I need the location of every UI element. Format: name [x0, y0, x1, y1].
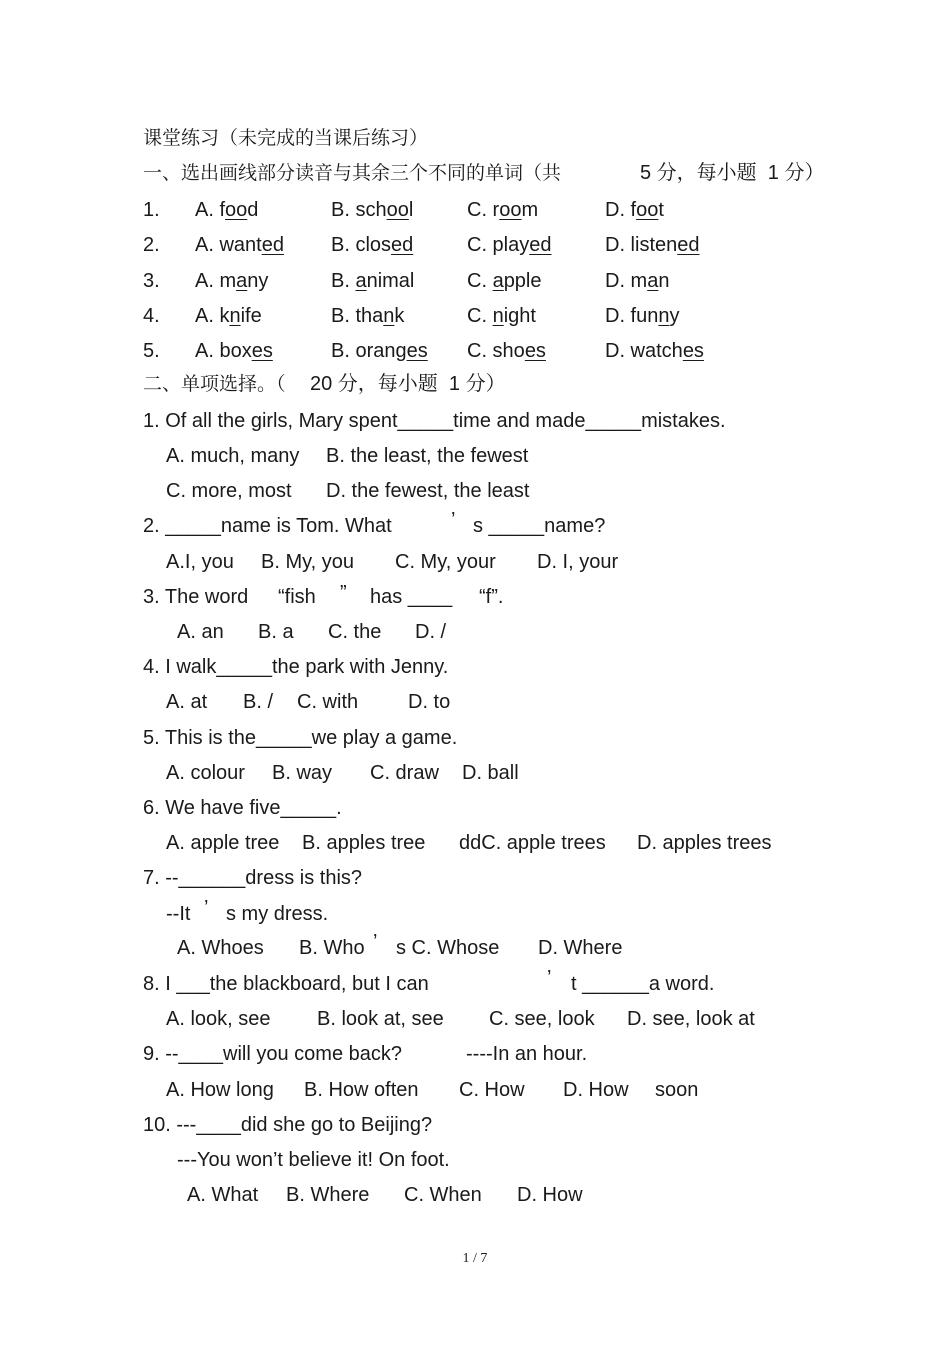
choice-c: C. draw — [370, 762, 439, 784]
choice-a: A. Whoes — [177, 937, 264, 959]
option-a: A. knife — [195, 305, 262, 327]
option-d: D. listened — [605, 234, 700, 256]
section1-heading: 一、选出画线部分读音与其余三个不同的单词（共 — [143, 162, 562, 184]
choice-a: A. an — [177, 621, 224, 643]
question-stem: 6. We have five_____. — [143, 797, 342, 819]
option-d: D. man — [605, 270, 670, 292]
question-stem: 10. ---____did she go to Beijing? — [143, 1114, 433, 1136]
choice-d: D. ball — [462, 762, 519, 784]
choice-b: B. / — [243, 691, 274, 713]
choice-b: B. Who — [299, 937, 365, 959]
question-stem: 9. --____will you come back? — [143, 1043, 403, 1065]
choice-b: B. How often — [304, 1079, 419, 1101]
question-stem: 4. I walk_____the park with Jenny. — [143, 656, 449, 678]
question-stem: 2. _____name is Tom. What — [143, 515, 392, 537]
option-d: D. watches — [605, 340, 704, 362]
choice-b: B. apples tree — [302, 832, 426, 854]
choice-b: B. Where — [286, 1184, 370, 1206]
choice-a: A. How long — [166, 1079, 274, 1101]
choice-a: A. look, see — [166, 1008, 271, 1030]
choice-d: D. the fewest, the least — [326, 480, 530, 502]
option-b: B. thank — [331, 305, 405, 327]
choice-c: C. How — [459, 1079, 525, 1101]
section2-heading: 二、单项选择。（ — [143, 373, 286, 395]
choice-c: C. more, most — [166, 480, 292, 502]
question-stem-quote: “fish — [278, 586, 316, 608]
option-b: B. school — [331, 199, 414, 221]
choice-b: B. a — [258, 621, 294, 643]
option-c: C. apple — [467, 270, 542, 292]
choice-a: A. apple tree — [166, 832, 280, 854]
row-number: 1. — [143, 199, 160, 221]
option-b: B. closed — [331, 234, 414, 256]
question-reply: --It — [166, 903, 191, 925]
choice-b: B. way — [272, 762, 333, 784]
question-stem: 1. Of all the girls, Mary spent_____time and made_____mistakes. — [143, 410, 726, 432]
section1-heading-score: 5 分，每小题 1 分） — [640, 162, 825, 184]
option-b: B. animal — [331, 270, 415, 292]
row-number: 3. — [143, 270, 160, 292]
choice-b: B. look at, see — [317, 1008, 444, 1030]
choice-d: D. How — [563, 1079, 629, 1101]
question-stem-apostrophe: ’ — [547, 967, 552, 989]
choice-a: A. colour — [166, 762, 245, 784]
option-a: A. wanted — [195, 234, 284, 256]
question-reply: ---You won’t believe it! On foot. — [177, 1149, 450, 1171]
option-d: D. funny — [605, 305, 680, 327]
question-stem-apostrophe: ’ — [451, 509, 456, 531]
option-b: B. oranges — [331, 340, 428, 362]
choice-b: B. My, you — [261, 551, 354, 573]
choice-c: C. with — [297, 691, 359, 713]
choice-d: D. How — [517, 1184, 583, 1206]
choice-c: C. When — [404, 1184, 482, 1206]
question-stem-tail: s _____name? — [473, 515, 606, 537]
choice-c: s C. Whose — [396, 937, 500, 959]
question-stem-tail: “f”. — [479, 586, 504, 608]
choice-a: A. at — [166, 691, 208, 713]
section2-heading-score: 20 分，每小题 1 分） — [310, 373, 506, 395]
row-number: 4. — [143, 305, 160, 327]
question-stem-quote-close: ” — [340, 582, 347, 604]
choice-c: C. see, look — [489, 1008, 595, 1030]
question-stem-tail: t ______a word. — [571, 973, 715, 995]
choice-b: B. the least, the fewest — [326, 445, 529, 467]
option-c: C. room — [467, 199, 539, 221]
choice-a: A.I, you — [166, 551, 234, 573]
row-number: 5. — [143, 340, 160, 362]
choice-d-tail: soon — [655, 1079, 699, 1101]
question-reply: ----In an hour. — [466, 1043, 588, 1065]
choice-c: C. My, your — [395, 551, 496, 573]
page-number: 1 / 7 — [462, 1251, 488, 1266]
page-title: 课堂练习（未完成的当课后练习） — [143, 127, 429, 149]
question-stem: 7. --______dress is this? — [143, 867, 363, 889]
choice-c: C. the — [328, 621, 382, 643]
choice-d: D. I, your — [537, 551, 619, 573]
choice-c: ddC. apple trees — [459, 832, 606, 854]
option-a: A. boxes — [195, 340, 273, 362]
option-c: C. played — [467, 234, 552, 256]
choice-a: A. much, many — [166, 445, 300, 467]
choice-d: D. apples trees — [637, 832, 772, 854]
option-c: C. shoes — [467, 340, 546, 362]
choice-b-apostrophe: ’ — [373, 931, 378, 953]
row-number: 2. — [143, 234, 160, 256]
question-stem: 3. The word — [143, 586, 249, 608]
option-a: A. many — [195, 270, 269, 292]
choice-d: D. see, look at — [627, 1008, 755, 1030]
question-stem-blank: has ____ — [370, 586, 453, 608]
choice-d: D. Where — [538, 937, 623, 959]
question-reply-apostrophe: ’ — [204, 897, 209, 919]
choice-d: D. / — [415, 621, 447, 643]
question-stem: 5. This is the_____we play a game. — [143, 727, 458, 749]
question-stem: 8. I ___the blackboard, but I can — [143, 973, 429, 995]
choice-d: D. to — [408, 691, 451, 713]
option-d: D. foot — [605, 199, 664, 221]
question-reply-tail: s my dress. — [226, 903, 329, 925]
option-a: A. food — [195, 199, 259, 221]
choice-a: A. What — [187, 1184, 259, 1206]
option-c: C. night — [467, 305, 536, 327]
